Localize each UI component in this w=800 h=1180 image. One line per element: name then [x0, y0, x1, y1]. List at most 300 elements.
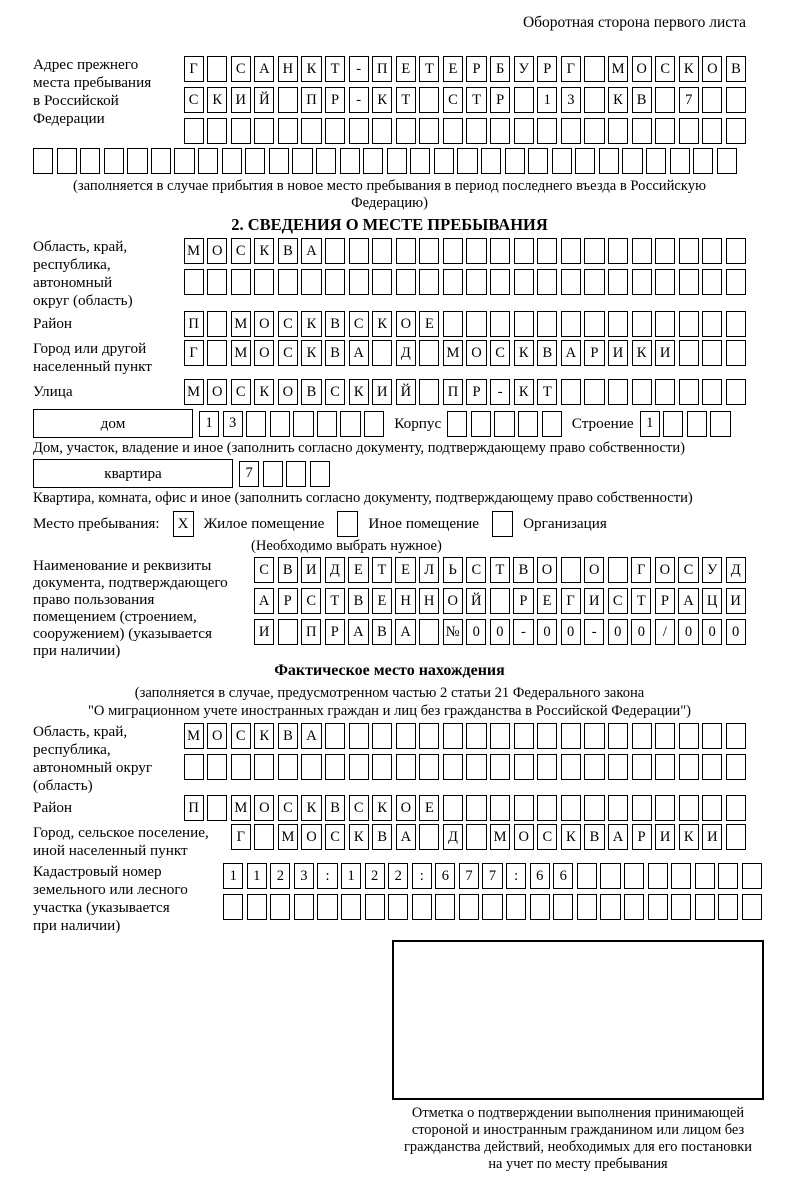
char-box: О — [301, 824, 321, 850]
char-box — [388, 894, 408, 920]
char-box — [648, 894, 668, 920]
char-box: 1 — [223, 863, 243, 889]
label-line: в Российской — [33, 92, 119, 109]
char-box — [419, 379, 439, 405]
option-residential-label: Жилое помещение — [203, 515, 325, 532]
char-box — [419, 754, 439, 780]
char-box: Т — [419, 56, 439, 82]
char-box — [726, 723, 746, 749]
label-line: Город, сельское поселение, — [33, 824, 209, 841]
char-box: Р — [466, 379, 486, 405]
char-box — [231, 269, 251, 295]
flat-label-box: квартира — [33, 459, 233, 488]
char-box — [702, 238, 722, 264]
char-box — [726, 311, 746, 337]
char-box — [679, 238, 699, 264]
label-line: места пребывания — [33, 74, 152, 91]
char-box — [514, 87, 534, 113]
char-box — [278, 269, 298, 295]
char-box — [726, 87, 746, 113]
char-box — [726, 269, 746, 295]
prev-address-overflow-row — [33, 148, 746, 174]
label-line: автономный округ — [33, 759, 153, 776]
house-caption: Дом, участок, владение и иное (заполнить согласно документу, подтверждающему право собственности) — [33, 440, 686, 456]
char-box: Р — [490, 87, 510, 113]
char-box: К — [608, 87, 628, 113]
char-box — [466, 723, 486, 749]
char-box: А — [678, 588, 698, 614]
prev-address-note: (заполняется в случае прибытия в новое место пребывания в период последнего въезда в Российскую Федерацию) — [73, 178, 706, 211]
char-box — [443, 754, 463, 780]
char-box — [325, 238, 345, 264]
char-box: Н — [395, 588, 415, 614]
char-box — [655, 311, 675, 337]
char-box: И — [655, 340, 675, 366]
char-box — [632, 723, 652, 749]
char-box: Г — [561, 588, 581, 614]
char-box — [632, 118, 652, 144]
cadastre-label — [33, 863, 223, 935]
char-box — [663, 411, 683, 437]
char-box — [608, 311, 628, 337]
char-box — [490, 311, 510, 337]
document-rows — [254, 557, 746, 645]
char-box — [561, 754, 581, 780]
char-box — [349, 118, 369, 144]
char-box — [518, 411, 538, 437]
char-box — [577, 894, 597, 920]
char-box — [584, 56, 604, 82]
char-box — [490, 795, 510, 821]
char-box: 1 — [537, 87, 557, 113]
char-box — [695, 894, 715, 920]
fact-location-title: Фактическое место нахождения — [274, 662, 505, 679]
char-box — [443, 118, 463, 144]
char-box — [648, 863, 668, 889]
char-box — [435, 894, 455, 920]
char-box — [679, 118, 699, 144]
fact-district-field — [33, 795, 746, 821]
char-box — [325, 754, 345, 780]
char-box — [679, 311, 699, 337]
char-box: К — [679, 56, 699, 82]
char-box — [561, 795, 581, 821]
char-box: К — [349, 379, 369, 405]
char-box: К — [254, 379, 274, 405]
char-box: О — [207, 723, 227, 749]
char-box — [514, 269, 534, 295]
char-box: О — [702, 56, 722, 82]
char-box: О — [254, 795, 274, 821]
char-row — [184, 340, 746, 366]
char-box — [207, 340, 227, 366]
char-box — [584, 118, 604, 144]
char-box: К — [301, 795, 321, 821]
region-field — [33, 238, 746, 310]
char-box: Й — [254, 87, 274, 113]
label-line: (область) — [33, 777, 93, 794]
char-box — [349, 754, 369, 780]
label-line: Адрес прежнего — [33, 56, 139, 73]
char-box: О — [655, 557, 675, 583]
char-box: М — [184, 723, 204, 749]
char-box — [695, 863, 715, 889]
char-row — [254, 588, 746, 614]
char-box — [396, 238, 416, 264]
char-box — [514, 754, 534, 780]
char-box: К — [514, 379, 534, 405]
cadastre-field — [33, 863, 746, 935]
char-box — [506, 894, 526, 920]
char-box — [561, 118, 581, 144]
option-organization-label: Организация — [523, 515, 607, 532]
char-box: К — [372, 87, 392, 113]
char-box: О — [278, 379, 298, 405]
char-box — [33, 148, 53, 174]
char-box: В — [513, 557, 533, 583]
char-box: О — [207, 238, 227, 264]
label-line: автономный — [33, 274, 113, 291]
checkbox-organization — [492, 511, 513, 537]
label-line: Кадастровый номер — [33, 863, 162, 880]
char-box — [584, 379, 604, 405]
char-box: Р — [278, 588, 298, 614]
char-box: И — [655, 824, 675, 850]
char-box — [561, 238, 581, 264]
char-box — [561, 311, 581, 337]
char-box — [419, 619, 439, 645]
label-line: населенный пункт — [33, 358, 152, 375]
char-box — [514, 311, 534, 337]
char-box — [646, 148, 666, 174]
district-field — [33, 311, 746, 337]
char-box: С — [231, 723, 251, 749]
fact-region-field — [33, 723, 746, 795]
char-box: 0 — [702, 619, 722, 645]
char-box: С — [231, 238, 251, 264]
char-box: М — [231, 340, 251, 366]
char-row — [184, 118, 746, 144]
char-box — [364, 411, 384, 437]
char-box — [702, 795, 722, 821]
char-box — [742, 863, 762, 889]
char-box: Д — [396, 340, 416, 366]
char-box — [726, 795, 746, 821]
char-box: И — [726, 588, 746, 614]
choose-note: (Необходимо выбрать нужное) — [251, 538, 442, 554]
char-box — [340, 411, 360, 437]
char-box — [292, 148, 312, 174]
char-box — [490, 588, 510, 614]
char-box — [247, 894, 267, 920]
label-line: при наличии) — [33, 642, 121, 659]
char-box: 3 — [294, 863, 314, 889]
label-line: сооружением) (указывается — [33, 625, 212, 642]
char-box — [301, 269, 321, 295]
char-box: 0 — [466, 619, 486, 645]
fact-district-label: Район — [33, 799, 73, 816]
char-box — [537, 795, 557, 821]
char-box: К — [301, 56, 321, 82]
fact-region-label — [33, 723, 184, 795]
char-box: 1 — [341, 863, 361, 889]
char-box: К — [679, 824, 699, 850]
char-box: 3 — [561, 87, 581, 113]
char-box — [174, 148, 194, 174]
char-box — [577, 863, 597, 889]
char-box — [514, 118, 534, 144]
city-label — [33, 340, 184, 376]
char-box — [717, 148, 737, 174]
char-box — [349, 238, 369, 264]
char-box — [702, 311, 722, 337]
char-box: К — [254, 723, 274, 749]
char-box — [286, 461, 306, 487]
char-row — [184, 238, 746, 264]
city-field — [33, 340, 746, 376]
char-box: Ц — [702, 588, 722, 614]
document-label — [33, 557, 254, 659]
char-box: А — [301, 723, 321, 749]
char-box: В — [372, 619, 392, 645]
char-box — [372, 118, 392, 144]
label-line: Отметка о подтверждении выполнения принимающей — [411, 1105, 745, 1121]
char-box — [702, 723, 722, 749]
char-box: В — [348, 588, 368, 614]
char-box — [632, 795, 652, 821]
stroenie-label: Строение — [571, 414, 634, 432]
char-box — [632, 269, 652, 295]
char-box: С — [301, 588, 321, 614]
char-box: Е — [395, 557, 415, 583]
char-box — [671, 894, 691, 920]
char-box: - — [490, 379, 510, 405]
house-number-cells — [199, 411, 384, 437]
option-other-premise-label: Иное помещение — [368, 515, 480, 532]
prev-address-field — [33, 56, 746, 144]
char-box: Т — [631, 588, 651, 614]
char-box — [325, 118, 345, 144]
char-box — [655, 754, 675, 780]
char-box — [514, 723, 534, 749]
char-box: О — [254, 340, 274, 366]
char-box — [459, 894, 479, 920]
char-row — [184, 56, 746, 82]
char-box — [396, 118, 416, 144]
char-box: С — [537, 824, 557, 850]
flat-row — [33, 459, 746, 488]
street-field — [33, 379, 746, 405]
label-line: право пользования — [33, 591, 155, 608]
char-box — [608, 118, 628, 144]
char-box: К — [301, 340, 321, 366]
char-box: Д — [325, 557, 345, 583]
char-box — [514, 238, 534, 264]
char-box: А — [608, 824, 628, 850]
char-box: К — [301, 311, 321, 337]
char-box — [466, 311, 486, 337]
char-box — [278, 87, 298, 113]
char-box: И — [584, 588, 604, 614]
char-box — [466, 269, 486, 295]
char-box: В — [726, 56, 746, 82]
char-box — [396, 269, 416, 295]
char-box: С — [325, 824, 345, 850]
char-box — [222, 148, 242, 174]
char-box — [687, 411, 707, 437]
char-box: 7 — [239, 461, 259, 487]
region-rows — [184, 238, 746, 295]
char-box — [443, 238, 463, 264]
char-box: М — [231, 311, 251, 337]
char-box: И — [301, 557, 321, 583]
char-box — [419, 824, 439, 850]
char-box — [561, 269, 581, 295]
label-line: стороной и иностранным гражданином или лицом без — [411, 1122, 745, 1138]
char-box — [457, 148, 477, 174]
char-row — [223, 894, 762, 920]
char-box: С — [655, 56, 675, 82]
char-box — [632, 311, 652, 337]
label-line: на учет по месту пребывания — [488, 1156, 668, 1172]
label-line: земельного или лесного — [33, 881, 188, 898]
label-line: Область, край, — [33, 238, 128, 255]
char-box: В — [325, 311, 345, 337]
char-box: Е — [419, 311, 439, 337]
char-box — [624, 894, 644, 920]
char-box — [584, 87, 604, 113]
char-box — [655, 723, 675, 749]
char-box: Н — [278, 56, 298, 82]
char-box — [482, 894, 502, 920]
fact-location-subtitle-2: "О миграционном учете иностранных граждан и лиц без гражданства в Российской Федерации") — [87, 703, 692, 719]
char-box: : — [317, 863, 337, 889]
char-box: - — [349, 87, 369, 113]
char-box — [608, 269, 628, 295]
char-box — [537, 723, 557, 749]
char-box — [443, 795, 463, 821]
char-box — [293, 411, 313, 437]
char-box: 7 — [679, 87, 699, 113]
char-box — [530, 894, 550, 920]
char-box: В — [278, 557, 298, 583]
char-box — [584, 795, 604, 821]
char-box: Т — [537, 379, 557, 405]
char-box — [561, 723, 581, 749]
char-box: С — [443, 87, 463, 113]
fact-city-field — [33, 824, 746, 860]
char-box — [726, 238, 746, 264]
char-box: А — [254, 588, 274, 614]
char-box: К — [514, 340, 534, 366]
char-row — [184, 269, 746, 295]
label-line: гражданства действий, необходимых для его постановки — [404, 1139, 752, 1155]
char-box — [584, 754, 604, 780]
char-box — [372, 269, 392, 295]
char-box: - — [584, 619, 604, 645]
char-box — [702, 340, 722, 366]
char-box — [310, 461, 330, 487]
char-box — [537, 269, 557, 295]
char-box: А — [348, 619, 368, 645]
char-box: С — [325, 379, 345, 405]
char-box: 0 — [678, 619, 698, 645]
char-row — [223, 863, 762, 889]
char-box — [263, 461, 283, 487]
page-side-note: Оборотная сторона первого листа — [522, 14, 746, 31]
char-box: Е — [419, 795, 439, 821]
street-label: Улица — [33, 383, 73, 400]
char-box — [301, 754, 321, 780]
char-box — [365, 894, 385, 920]
stroenie-cells — [640, 411, 731, 437]
char-box: 6 — [435, 863, 455, 889]
char-box: Р — [325, 619, 345, 645]
char-box — [584, 311, 604, 337]
char-box — [702, 269, 722, 295]
char-box: Е — [372, 588, 392, 614]
char-box: Р — [513, 588, 533, 614]
char-box — [412, 894, 432, 920]
char-box: М — [184, 379, 204, 405]
char-row — [184, 379, 746, 405]
char-box: О — [254, 311, 274, 337]
char-box — [419, 269, 439, 295]
char-box: 0 — [726, 619, 746, 645]
char-box — [269, 148, 289, 174]
char-box — [655, 238, 675, 264]
char-box — [207, 311, 227, 337]
char-box: В — [278, 723, 298, 749]
prev-address-label — [33, 56, 184, 128]
char-box — [624, 863, 644, 889]
char-box — [207, 795, 227, 821]
char-box: Г — [184, 340, 204, 366]
char-box: Т — [466, 87, 486, 113]
char-box: К — [561, 824, 581, 850]
char-box — [726, 340, 746, 366]
char-box — [584, 238, 604, 264]
char-box — [608, 754, 628, 780]
char-box — [505, 148, 525, 174]
char-box: Р — [537, 56, 557, 82]
char-box — [528, 148, 548, 174]
char-box — [622, 148, 642, 174]
stamp-caption — [392, 1105, 764, 1173]
char-box — [655, 87, 675, 113]
char-box: Ь — [443, 557, 463, 583]
char-row — [184, 87, 746, 113]
char-box — [537, 754, 557, 780]
label-line: Федерации — [33, 110, 105, 127]
char-box — [396, 754, 416, 780]
char-box: С — [231, 379, 251, 405]
char-box — [372, 723, 392, 749]
label-line: участка (указывается — [33, 899, 170, 916]
char-box — [466, 238, 486, 264]
char-box — [632, 238, 652, 264]
char-box: 2 — [270, 863, 290, 889]
section2-title: 2. СВЕДЕНИЯ О МЕСТЕ ПРЕБЫВАНИЯ — [231, 215, 548, 234]
char-box: : — [506, 863, 526, 889]
char-box: Т — [325, 56, 345, 82]
char-box — [490, 269, 510, 295]
char-box: К — [632, 340, 652, 366]
char-row — [231, 824, 746, 850]
char-box: Р — [325, 87, 345, 113]
char-box — [466, 118, 486, 144]
char-box — [608, 557, 628, 583]
